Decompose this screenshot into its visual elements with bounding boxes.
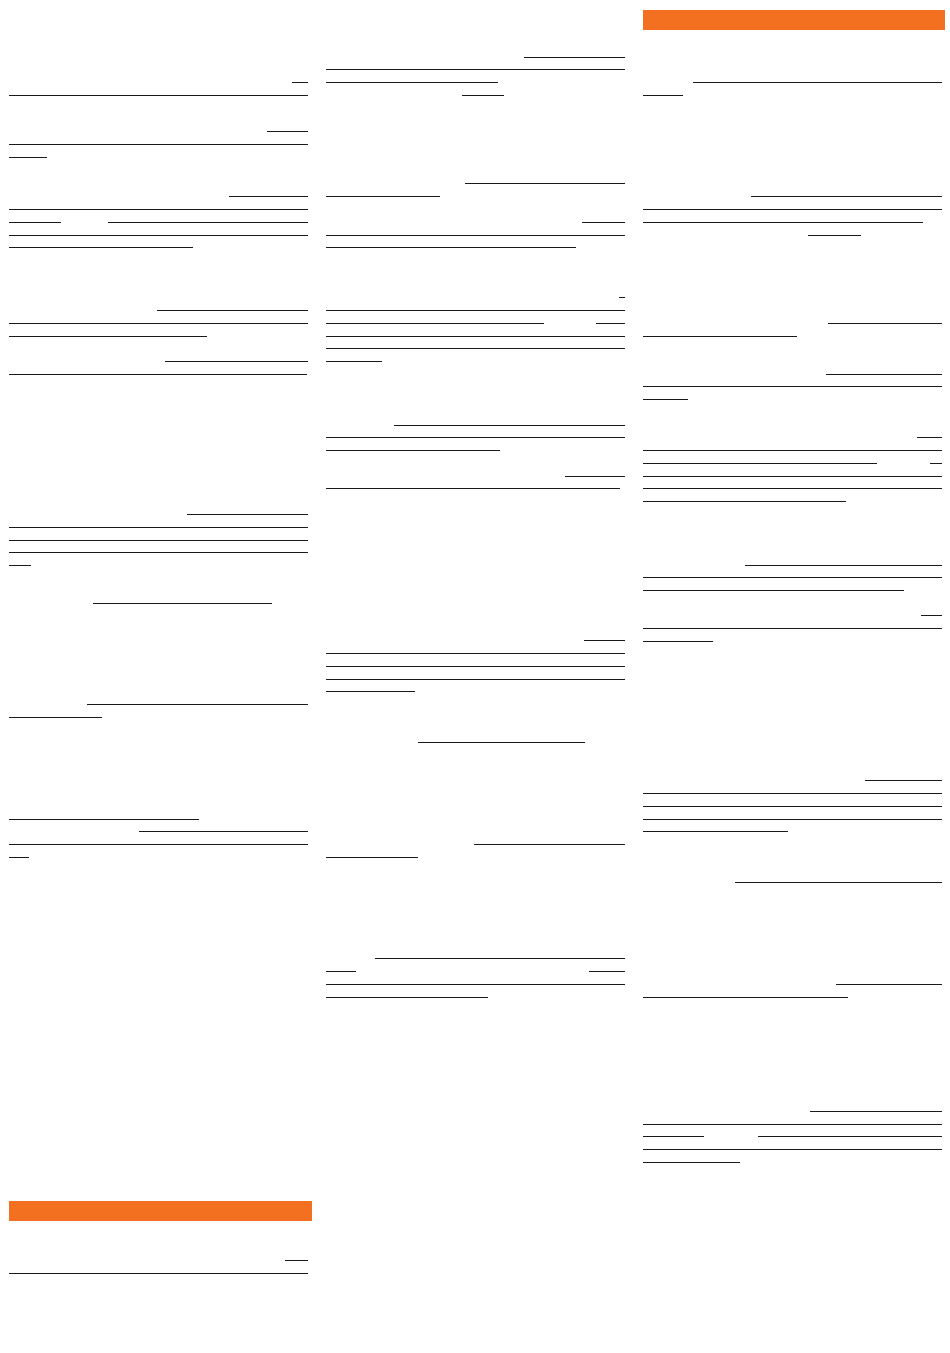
section-header-band-left [9,1201,312,1221]
text-line [643,399,688,400]
text-line [828,323,942,324]
text-line [394,425,625,426]
text-line [643,336,797,337]
text-line [9,717,102,718]
text-line [93,603,272,604]
text-line [589,971,625,972]
text-line [326,666,625,667]
text-line [326,310,625,311]
text-line [326,69,625,70]
text-line [643,476,942,477]
text-line [693,82,942,83]
text-line [292,82,308,83]
text-line [865,780,942,781]
text-line [9,819,199,820]
text-line [9,857,29,858]
text-line [326,971,356,972]
text-line [465,183,625,184]
text-line [619,297,625,298]
text-line [9,1273,308,1274]
text-line [9,552,308,553]
text-line [326,348,625,349]
text-line [643,1124,942,1125]
text-line [643,95,683,96]
text-line [326,361,382,362]
text-line [643,1136,704,1137]
text-line [643,222,923,223]
text-line [9,374,307,375]
text-line [9,247,193,248]
text-line [9,540,308,541]
text-line [285,1260,308,1261]
text-line [643,628,942,629]
text-line [584,640,625,641]
text-line [326,679,625,680]
text-line [9,844,308,845]
text-line [326,450,500,451]
text-line [462,95,504,96]
text-line [326,984,625,985]
text-line [643,1149,942,1150]
text-line [157,310,308,311]
text-line [524,57,625,58]
text-line [326,323,544,324]
text-line [9,95,308,96]
text-line [326,488,620,489]
text-line [826,374,942,375]
text-line [375,958,625,959]
text-line [418,742,585,743]
text-line [139,831,308,832]
text-line [643,209,942,210]
text-line [326,247,576,248]
section-header-band-right [643,10,945,30]
text-line [267,131,308,132]
text-line [643,831,788,832]
text-line [326,691,415,692]
text-line [229,196,308,197]
text-line [643,501,846,502]
text-line [643,577,942,578]
text-line [917,437,942,438]
text-line [326,196,440,197]
text-line [582,222,625,223]
text-line [643,997,848,998]
text-line [810,1111,942,1112]
text-line [326,82,498,83]
text-line [643,806,942,807]
text-line [921,615,942,616]
text-line [9,565,31,566]
text-line [9,336,207,337]
text-line [9,235,308,236]
text-line [643,386,942,387]
text-line [808,235,861,236]
text-line [758,1136,942,1137]
text-line [9,209,308,210]
text-line [326,437,625,438]
text-line [9,144,308,145]
text-line [87,704,308,705]
text-line [474,844,625,845]
text-line [326,653,625,654]
text-line [643,463,877,464]
text-line [643,793,942,794]
text-line [643,450,942,451]
text-line [9,323,308,324]
text-line [643,819,942,820]
text-line [643,1162,740,1163]
text-line [596,323,625,324]
text-line [326,336,625,337]
text-line [108,222,308,223]
text-line [165,361,308,362]
text-line [643,488,942,489]
text-line [187,514,308,515]
text-line [643,641,713,642]
text-line [9,157,47,158]
text-line [9,527,308,528]
text-line [745,565,942,566]
text-line [565,476,625,477]
text-line [326,857,418,858]
text-line [643,590,904,591]
text-line [735,882,942,883]
text-line [326,235,625,236]
text-line [836,984,942,985]
text-line [930,463,942,464]
text-line [9,222,61,223]
text-line [326,997,488,998]
text-line [751,196,942,197]
